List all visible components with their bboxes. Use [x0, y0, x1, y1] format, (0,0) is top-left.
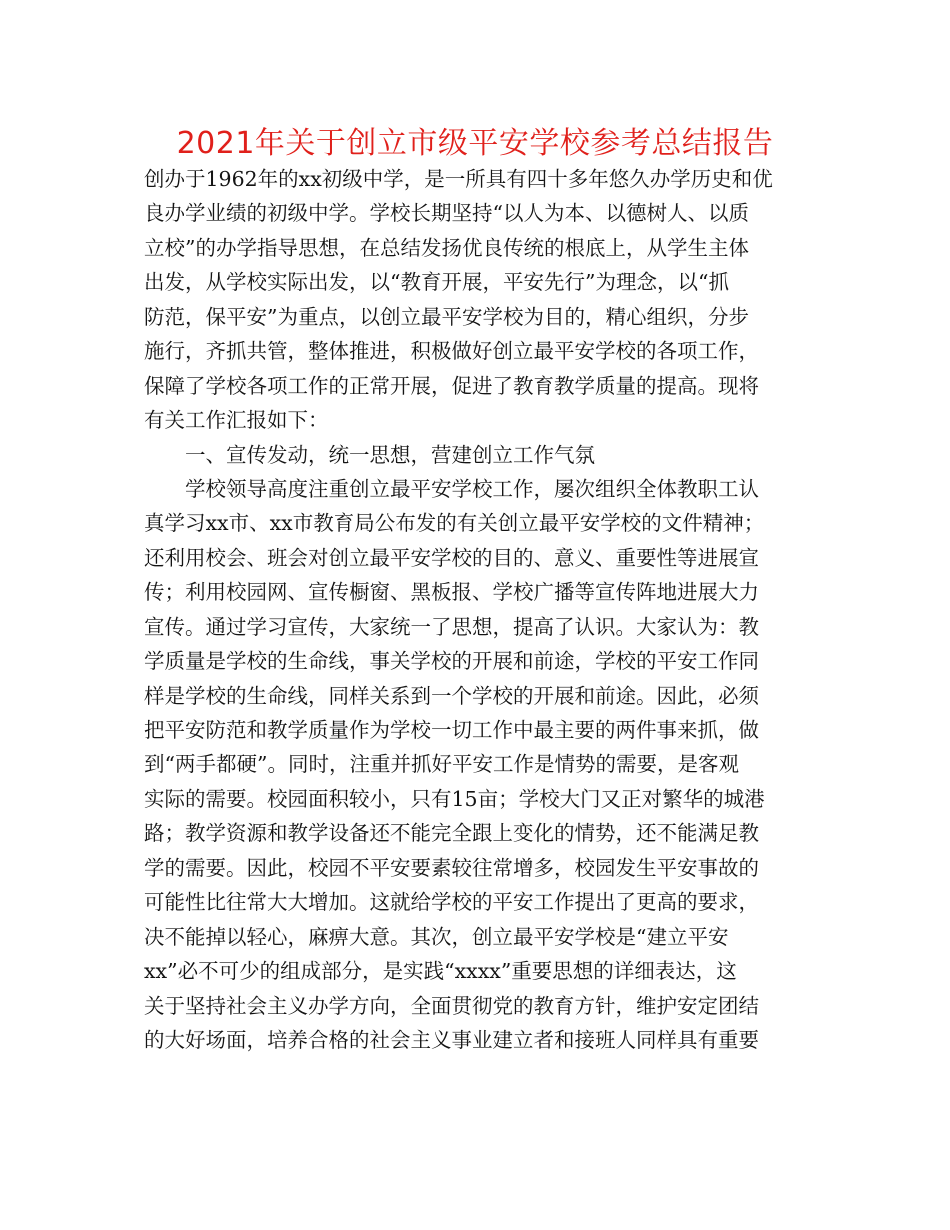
paragraph-line: 有关工作汇报如下： — [144, 408, 329, 433]
paragraph-line: 学质量是学校的生命线，事关学校的开展和前途，学校的平安工作同 — [144, 649, 759, 674]
document-title: 2021年关于创立市级平安学校参考总结报告 — [176, 126, 774, 161]
paragraph-line: 的大好场面，培养合格的社会主义事业建立者和接班人同样具有重要 — [144, 1027, 759, 1052]
paragraph-line: 宣传。通过学习宣传，大家统一了思想，提高了认识。大家认为：教 — [144, 614, 759, 639]
paragraph-line: 防范，保平安”为重点，以创立最平安学校为目的，精心组织，分步 — [144, 304, 749, 329]
paragraph-line: 路；教学资源和教学设备还不能完全跟上变化的情势，还不能满足教 — [144, 821, 759, 846]
paragraph-line: 关于坚持社会主义办学方向，全面贯彻党的教育方针，维护安定团结 — [144, 993, 759, 1018]
paragraph-line: 良办学业绩的初级中学。学校长期坚持“以人为本、以德树人、以质 — [144, 201, 749, 226]
paragraph-line: 到“两手都硬”。同时，注重并抓好平安工作是情势的需要，是客观 — [144, 752, 739, 777]
paragraph-line: 样是学校的生命线，同样关系到一个学校的开展和前途。因此，必须 — [144, 683, 759, 708]
paragraph-line: 传；利用校园网、宣传橱窗、黑板报、学校广播等宣传阵地进展大力 — [144, 580, 759, 605]
paragraph-line-indented: 学校领导高度注重创立最平安学校工作，屡次组织全体教职工认 — [185, 476, 759, 501]
paragraph-line: xx”必不可少的组成部分，是实践“xxxx”重要思想的详细表达，这 — [144, 959, 737, 984]
paragraph-line: 立校”的办学指导思想，在总结发扬优良传统的根底上，从学生主体 — [144, 235, 749, 260]
paragraph-line: 还利用校会、班会对创立最平安学校的目的、意义、重要性等进展宣 — [144, 545, 759, 570]
paragraph-line: 真学习xx市、xx市教育局公布发的有关创立最平安学校的文件精神； — [144, 511, 765, 536]
paragraph-line: 决不能掉以轻心，麻痹大意。其次，创立最平安学校是“建立平安 — [144, 924, 729, 949]
paragraph-line: 创办于1962年的xx初级中学，是一所具有四十多年悠久办学历史和优 — [144, 167, 773, 191]
paragraph-line: 施行，齐抓共管，整体推进，积极做好创立最平安学校的各项工作， — [144, 339, 759, 364]
paragraph-line: 可能性比往常大大增加。这就给学校的平安工作提出了更高的要求， — [144, 890, 759, 915]
paragraph-line: 实际的需要。校园面积较小，只有15亩；学校大门又正对繁华的城港 — [144, 786, 765, 811]
paragraph-line: 学的需要。因此，校园不平安要素较往常增多，校园发生平安事故的 — [144, 855, 759, 880]
paragraph-line-indented: 一、宣传发动，统一思想，营建创立工作气氛 — [185, 442, 595, 467]
paragraph-line: 出发，从学校实际出发，以“教育开展，平安先行”为理念，以“抓 — [144, 270, 729, 295]
paragraph-line: 保障了学校各项工作的正常开展，促进了教育教学质量的提高。现将 — [144, 373, 759, 398]
paragraph-line: 把平安防范和教学质量作为学校一切工作中最主要的两件事来抓，做 — [144, 718, 759, 742]
document-body — [144, 162, 812, 1057]
